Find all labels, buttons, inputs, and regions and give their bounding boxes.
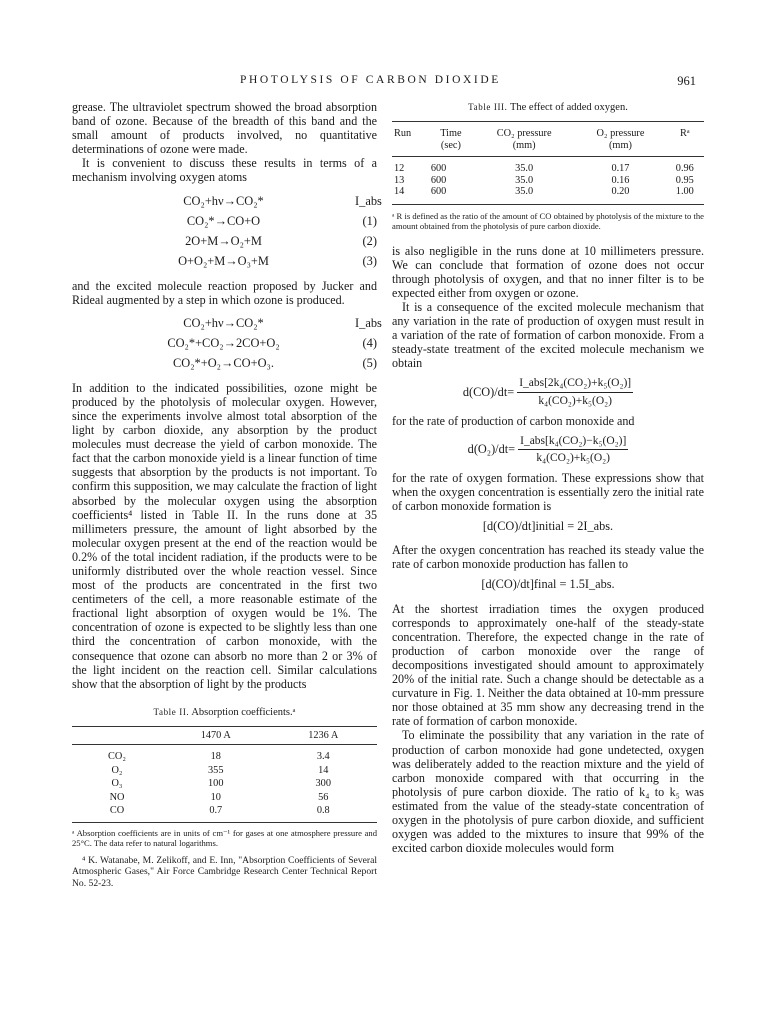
reaction-equation: CO₂+hν→CO₂* I_abs — [183, 315, 382, 330]
mechanism-oxygen-atoms — [72, 191, 382, 271]
table-row: CO₂ 18 3.4 — [108, 751, 330, 763]
equation-initial-rate: [d(CO)/dt]initial = 2I_abs. — [482, 519, 614, 534]
reaction-equation: CO₂*+CO₂→2CO+O₂ (4) — [167, 335, 377, 350]
table-ii — [72, 705, 377, 889]
table-row: 14 600 35.0 0.20 1.00 — [392, 186, 704, 204]
table-row: O₃ 100 300 — [111, 778, 331, 790]
absorption-table — [72, 726, 377, 823]
table-row: CO 0.7 0.8 — [72, 804, 377, 822]
table-iii — [392, 100, 704, 232]
added-oxygen-table — [392, 121, 704, 205]
paragraph: At the shortest irradiation times the oxygen produced corresponds to approximately one-half of the steady-state concentration. Therefore, the expected change in the rate of production of carbon monoxide over the range of decompositions investigated should amount to approximately 20% of the initial rate. Such a change should be detectable as a curvature in Fig. 1. Neither the data obtained at 10-mm pressure nor those obtained at 35 mm show any decreasing trend in the rate of formation of carbon monoxide. — [392, 601, 704, 729]
running-title: PHOTOLYSIS OF CARBON DIOXIDE — [240, 74, 501, 86]
table-row: NO 10 56 — [109, 791, 329, 803]
right-column — [392, 100, 704, 855]
reaction-equation: O+O₂+M→O₃+M (3) — [178, 253, 377, 268]
reference-footnote: ⁴ K. Watanabe, M. Zelikoff, and E. Inn, "Absorption Coefficients of Several Atmospheric Gases," Air Force Cambridge Research Center Technical Report No. 52-23. — [72, 854, 377, 889]
equation-o2-rate: d(O₂)/dt= $\frac{\text{I\_abs[k₄(CO₂)−k₅(O₂)]}}{\text{k₄(CO₂)+k₅(O₂)}}$ — [467, 434, 627, 464]
table-row: 12 600 35.0 0.17 0.96 — [394, 163, 694, 175]
paragraph: for the rate of oxygen formation. These expressions show that when the oxygen concentration is essentially zero the initial rate of carbon monoxide formation is — [392, 470, 704, 514]
reaction-equation: 2O+M→O₂+M (2) — [185, 233, 377, 248]
paragraph: It is convenient to discuss these results in terms of a mechanism involving oxygen atoms — [72, 156, 377, 185]
table-header-row: Run Time CO₂ pressure O₂ pressure Rᵃ — [392, 122, 704, 140]
mechanism-excited-molecule — [72, 313, 382, 373]
running-header — [0, 74, 768, 90]
paragraph: After the oxygen concentration has reached its steady value the rate of carbon monoxide production has fallen to — [392, 543, 704, 572]
table-row: O₂ 355 14 — [111, 764, 329, 776]
reaction-equation: CO₂+hν→CO₂* I_abs — [183, 193, 382, 208]
left-column — [72, 100, 382, 889]
equation-final-rate: [d(CO)/dt]final = 1.5I_abs. — [481, 577, 615, 592]
reaction-equation: CO₂*+O₂→CO+O₃. (5) — [173, 355, 377, 370]
table-caption: Table III. The effect of added oxygen. — [468, 102, 628, 113]
paragraph: for the rate of production of carbon monoxide and — [392, 413, 635, 428]
paragraph: is also negligible in the runs done at 10 millimeters pressure. We can conclude that formation of ozone does not occur through photolysis of oxygen, and that no inner filter is to be expected either from oxygen or ozone. — [392, 243, 704, 300]
reaction-equation: CO₂*→CO+O (1) — [186, 213, 377, 228]
page-number: 961 — [677, 74, 696, 88]
paragraph: and the excited molecule reaction proposed by Jucker and Rideal augmented by a step in which ozone is produced. — [72, 278, 377, 307]
table-row: 13 600 35.0 0.16 0.95 — [394, 174, 694, 186]
table-footnote: ᵃ Absorption coefficients are in units of cm⁻¹ for gases at one atmosphere pressure and 25°C. The data refer to natural logarithms. — [72, 827, 377, 849]
table-caption: Table II. Absorption coefficients.ᵃ — [153, 706, 296, 718]
paragraph: grease. The ultraviolet spectrum showed the broad absorption band of ozone. Because of the breadth of this band and the small amount of products involved, no quantitative determinations of ozone were made. — [72, 100, 377, 157]
paragraph: In addition to the indicated possibilities, ozone might be produced by the photolysis of molecular oxygen. However, since the experiments involve almost total absorption of the light by carbon dioxide, any absorption by the product molecules must decrease the yield of carbon monoxide. The fact that the carbon monoxide yield is a linear function of time suggests that absorption by the products is not important. To confirm this supposition, we may calculate the fraction of light absorbed by the molecular oxygen using the absorption coefficients⁴ listed in Table II. In the runs done at 35 millimeters pressure, the amount of light absorbed by the molecular oxygen present at the end of the reaction would be 0.2% of the total incident radiation, if the products were to be uniformly distributed over the whole reaction vessel. Since most of the products are concentrated in the first two centimeters of the cell, a more reasonable estimate of the fractional light absorption of oxygen would be 1%. The concentration of ozone is expected to be slightly less than one third the concentration of carbon monoxide, with the consequence that ozone can absorb no more than 2 or 3% of the light incident on the reaction cell. Similar calculations show that the absorption of light by the products — [72, 380, 377, 691]
equation-co-rate: d(CO)/dt= $\frac{\text{I\_abs[2k₄(CO₂)+k₅(O₂)]}}{\text{k₄(CO₂)+k₅(O₂)}}$ — [462, 377, 632, 407]
paragraph: It is a consequence of the excited molecule mechanism that any variation in the rate of production of oxygen must result in a variation of the rate of formation of carbon monoxide. From a steady-state treatment of the excited molecule mechanism we obtain — [392, 299, 704, 371]
table-footnote: ᵃ R is defined as the ratio of the amount of CO obtained by photolysis of the mixture to the amount obtained from the photolysis of pure carbon dioxide. — [392, 210, 704, 232]
table-header-row: (sec) (mm) (mm) — [392, 140, 704, 157]
paragraph: To eliminate the possibility that any variation in the rate of production of carbon monoxide had gone undetected, oxygen was deliberately added to the reaction mixture and the yield of carbon monoxide compared with that occurring in the photolysis of pure carbon dioxide. The ratio of k₄ to k₅ was estimated from the value of the steady-state concentration of oxygen in the photolysis of pure carbon dioxide, and sufficient oxygen was added to the mixtures to insure that 99% of the excited carbon dioxide molecules would form — [392, 728, 704, 856]
table-header-row: 1470 A 1236 A — [72, 726, 377, 745]
